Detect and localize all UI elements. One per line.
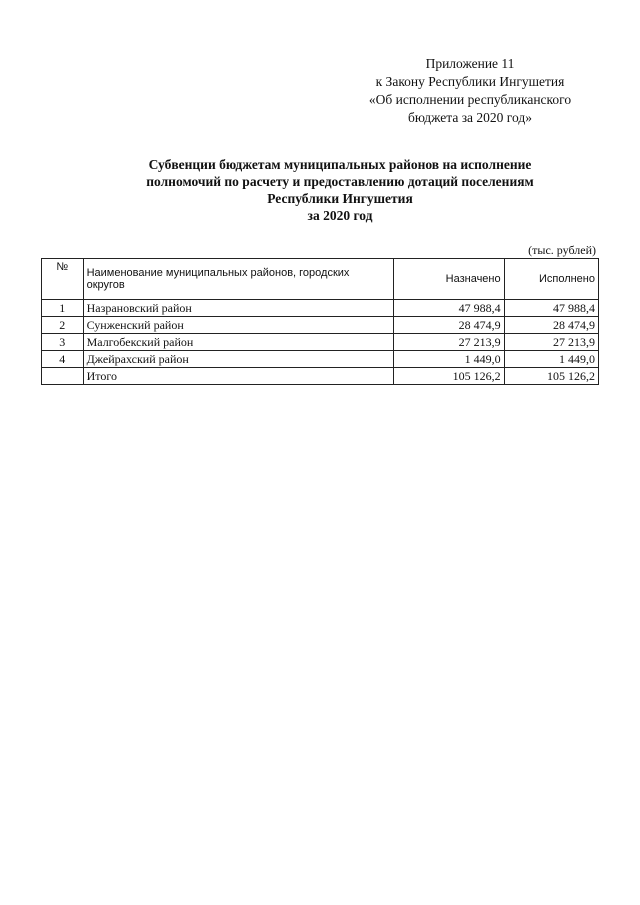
table-row (42, 334, 599, 351)
row-num: 1 (42, 300, 84, 317)
table-row (42, 351, 599, 368)
total-num (42, 368, 84, 385)
row-planned: 28 474,9 (394, 317, 505, 334)
row-name: Назрановский район (83, 300, 393, 317)
row-name: Малгобекский район (83, 334, 393, 351)
row-num: 4 (42, 351, 84, 368)
title-line-1: Субвенции бюджетам муниципальных районов на исполнение (148, 157, 532, 172)
row-name: Сунженский район (83, 317, 393, 334)
row-num: 3 (42, 334, 84, 351)
document-title (60, 156, 620, 224)
appendix-line-3: «Об исполнении республиканского (368, 92, 572, 107)
row-executed: 1 449,0 (504, 351, 598, 368)
header-planned: Назначено (394, 259, 505, 300)
total-label: Итого (83, 368, 393, 385)
subvention-table (41, 258, 599, 385)
header-executed: Исполнено (504, 259, 598, 300)
table-row (42, 317, 599, 334)
row-executed: 28 474,9 (504, 317, 598, 334)
appendix-line-1: Приложение 11 (425, 56, 515, 71)
table-total-row (42, 368, 599, 385)
row-executed: 47 988,4 (504, 300, 598, 317)
row-num: 2 (42, 317, 84, 334)
row-name: Джейрахский район (83, 351, 393, 368)
row-executed: 27 213,9 (504, 334, 598, 351)
row-planned: 47 988,4 (394, 300, 505, 317)
total-executed: 105 126,2 (504, 368, 598, 385)
header-num: № (42, 259, 84, 300)
table-row (42, 300, 599, 317)
row-planned: 27 213,9 (394, 334, 505, 351)
units-label: (тыс. рублей) (528, 243, 596, 257)
total-planned: 105 126,2 (394, 368, 505, 385)
appendix-line-4: бюджета за 2020 год» (408, 110, 532, 125)
title-line-2: полномочий по расчету и предоставлению дотаций поселениям (146, 174, 534, 189)
title-line-3: Республики Ингушетия (267, 191, 413, 206)
appendix-header (340, 55, 600, 127)
appendix-line-2: к Закону Республики Ингушетия (375, 74, 565, 89)
header-name: Наименование муниципальных районов, городских округов (83, 259, 393, 300)
title-line-4: за 2020 год (307, 208, 373, 223)
table-header-row (42, 259, 599, 300)
row-planned: 1 449,0 (394, 351, 505, 368)
